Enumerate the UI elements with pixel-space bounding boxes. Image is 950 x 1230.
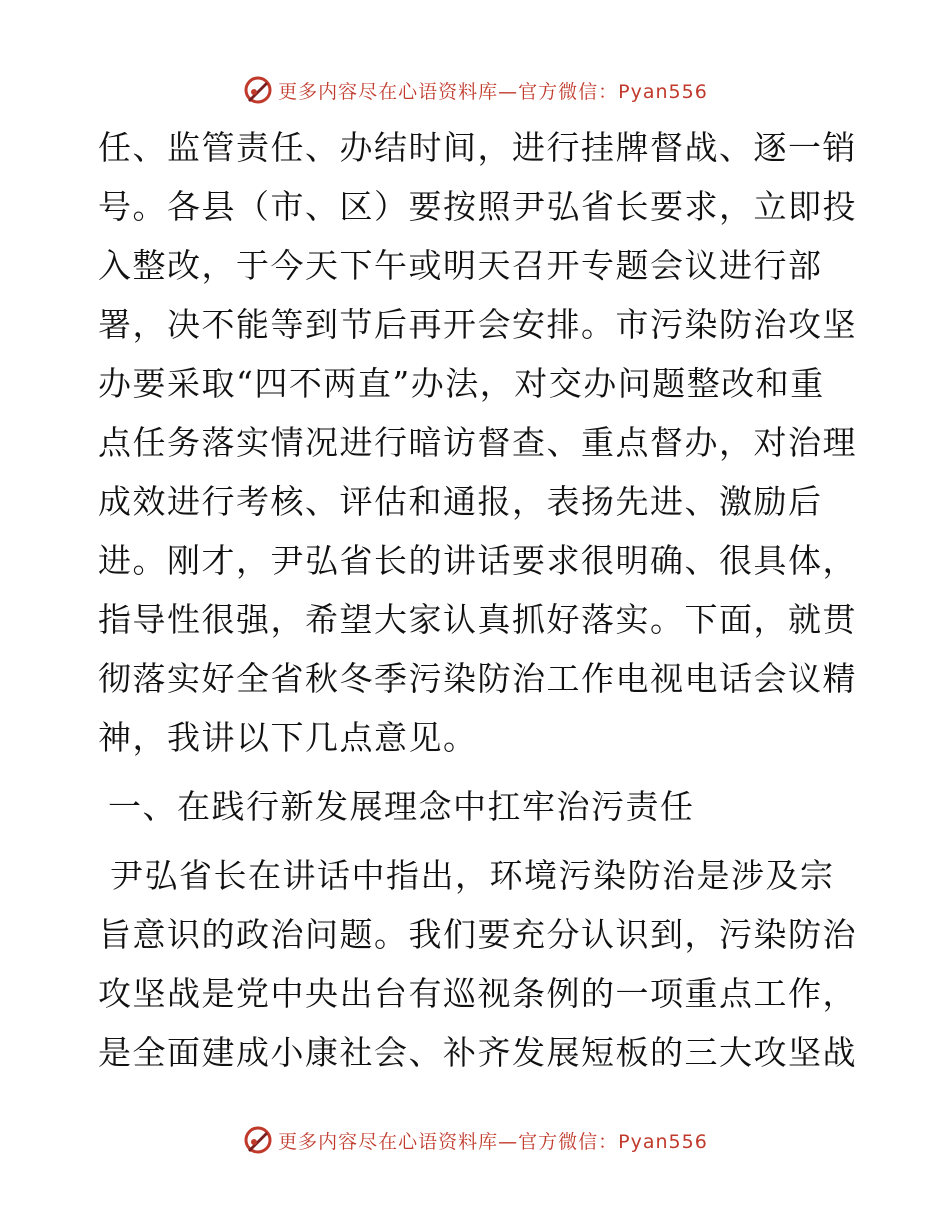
- document-body: [98, 118, 858, 1082]
- body-line: 入整改，于今天下午或明天召开专题会议进行部: [98, 246, 823, 285]
- pen-seal-logo-icon: [242, 1124, 274, 1156]
- body-line: 任、监管责任、办结时间，进行挂牌督战、逐一销: [98, 128, 857, 167]
- body-line: 尹弘省长在讲话中指出，环境污染防治是涉及宗: [110, 856, 835, 895]
- body-line: 是全面建成小康社会、补齐发展短板的三大攻坚战: [98, 1033, 857, 1072]
- body-line: 署，决不能等到节后再开会安排。市污染防治攻坚: [98, 305, 857, 344]
- body-line: 号。各县（市、区）要按照尹弘省长要求，立即投: [98, 187, 857, 226]
- body-line: 指导性很强，希望大家认真抓好落实。下面，就贯: [98, 600, 857, 639]
- body-line: 神，我讲以下几点意见。: [98, 718, 478, 757]
- body-line: 成效进行考核、评估和通报，表扬先进、激励后: [98, 482, 823, 521]
- watermark-text: 更多内容尽在心语资料库—官方微信：Pyan556: [278, 1130, 708, 1153]
- watermark-footer: [0, 1120, 950, 1160]
- body-line: 办要采取“四不两直”办法，对交办问题整改和重: [98, 364, 825, 403]
- body-line: 进。刚才，尹弘省长的讲话要求很明确、很具体，: [98, 541, 857, 580]
- body-line: 彻落实好全省秋冬季污染防治工作电视电话会议精: [98, 659, 857, 698]
- body-line: 旨意识的政治问题。我们要充分认识到，污染防治: [98, 915, 857, 954]
- body-line: 点任务落实情况进行暗访督查、重点督办，对治理: [98, 423, 857, 462]
- section-heading: 一、在践行新发展理念中扛牢治污责任: [108, 787, 695, 826]
- pen-seal-logo-icon: [242, 74, 274, 106]
- watermark-text: 更多内容尽在心语资料库—官方微信：Pyan556: [278, 80, 708, 103]
- body-line: 攻坚战是党中央出台有巡视条例的一项重点工作，: [98, 974, 857, 1013]
- watermark-header: [0, 70, 950, 110]
